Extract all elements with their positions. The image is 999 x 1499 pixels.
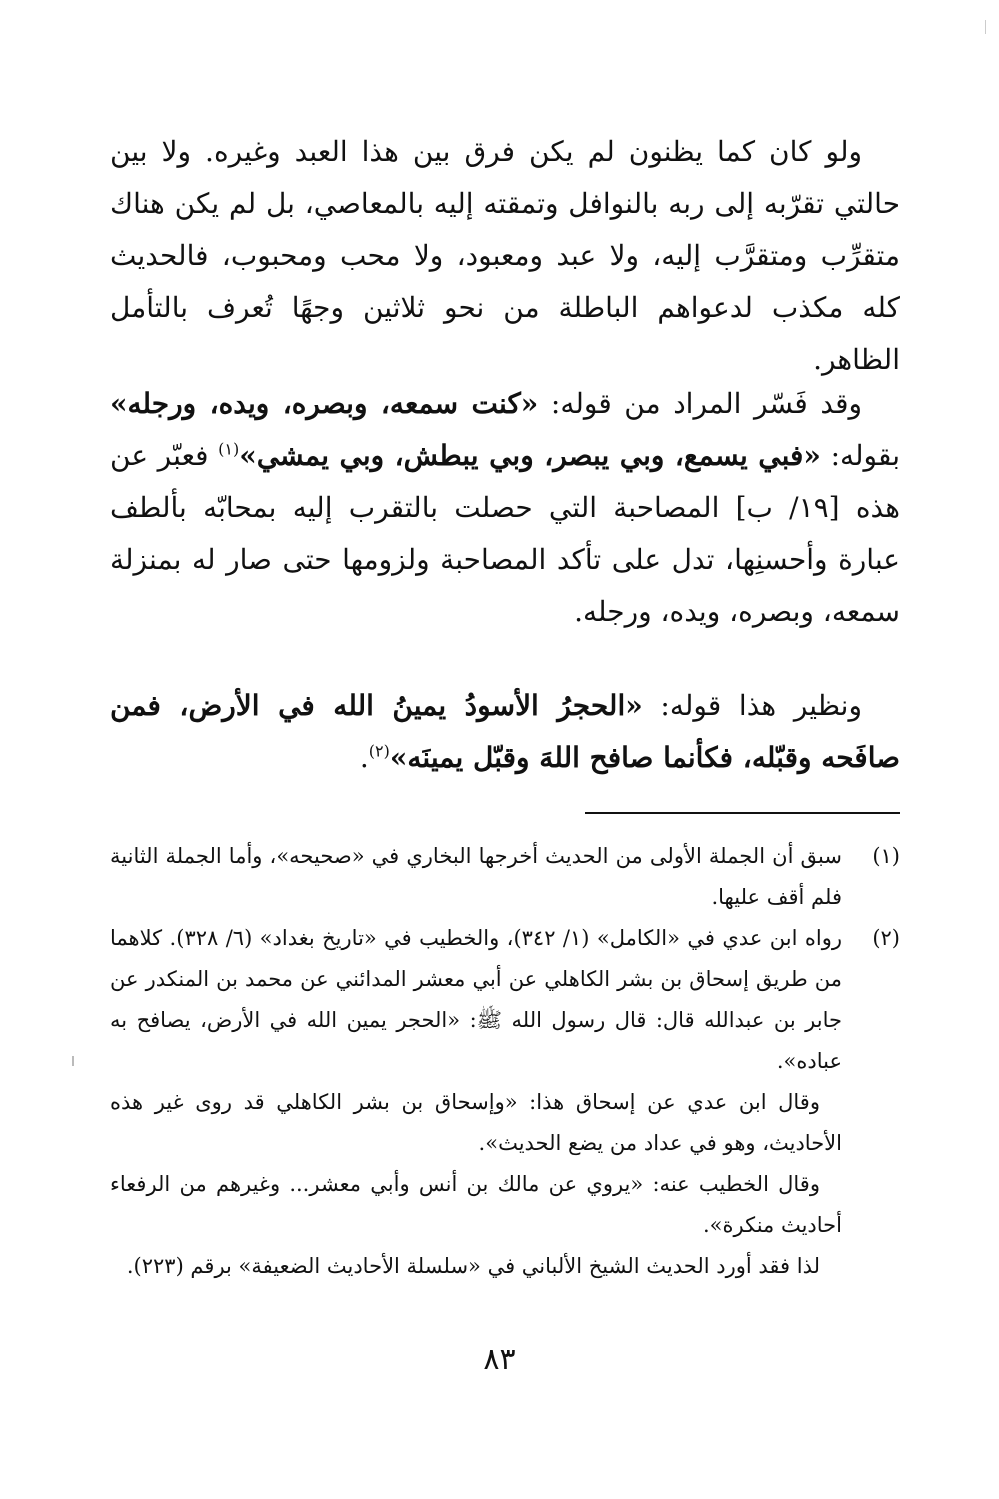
- paragraph-2-rest: فعبّر عن هذه [١٩/ ب] المصاحبة التي حصلت بالتقرب إليه بمحابّه بألطف عبارة وأحسنِها، تدل على تأكد المصاحبة ولزومها حتى صار له بمنزلة سمعه، وبصره، ويده، ورجله.: [110, 439, 900, 628]
- hadith-quote-2: «فبي يسمع، وبي يبصر، وبي يبطش، وبي يمشي»: [239, 439, 821, 472]
- footnote-2: [110, 918, 900, 1082]
- footnote-2-paragraph-4: لذا فقد أورد الحديث الشيخ الألباني في «سلسلة الأحاديث الضعيفة» برقم (٢٢٣).: [126, 1254, 820, 1278]
- paragraph-2-mid: بقوله:: [820, 439, 900, 472]
- paragraph-2: [110, 378, 900, 638]
- footnote-1-number: (١): [872, 844, 900, 868]
- paragraph-1-text: ولو كان كما يظنون لم يكن فرق بين هذا العبد وغيره. ولا بين حالتي تقرّبه إلى ربه بالنوافل وتمقته إليه بالمعاصي، بل لم يكن هناك متقرِّب ومتقرَّب إليه، ولا عبد ومعبود، ولا محب ومحبوب، فالحديث كله مكذب لدعواهم الباطلة من نحو ثلاثين وجهًا تُعرف بالتأمل الظاهر.: [110, 135, 900, 376]
- footnote-2-text: رواه ابن عدي في «الكامل» (١/ ٣٤٢)، والخطيب في «تاريخ بغداد» (٦/ ٣٢٨). كلاهما من طريق إسحاق بن بشر الكاهلي عن أبي معشر المدائني عن محمد بن المنكدر عن جابر بن عبدالله قال: قال رسول الله ﷺ: «الحجر يمين الله في الأرض، يصافح به عباده».: [110, 926, 842, 1073]
- hadith-quote-1: «كنت سمعه، وبصره، ويده، ورجله»: [110, 387, 539, 420]
- footnote-ref-1: (١): [218, 439, 240, 459]
- footnote-1-text: سبق أن الجملة الأولى من الحديث أخرجها البخاري في «صحيحه»، وأما الجملة الثانية فلم أقف عليها.: [110, 844, 842, 909]
- paragraph-1: [110, 126, 900, 386]
- paragraph-3: [110, 680, 900, 784]
- footnote-1: [110, 836, 900, 918]
- page-number: ٨٣: [483, 1342, 516, 1377]
- paragraph-2-lead: وقد فَسّر المراد من قوله:: [538, 387, 862, 420]
- paragraph-3-lead: ونظير هذا قوله:: [642, 689, 862, 722]
- footnotes: [110, 836, 900, 1287]
- footnote-2-paragraph-3: وقال الخطيب عنه: «يروي عن مالك بن أنس وأبي معشر... وغيرهم من الرفعاء أحاديث منكرة».: [110, 1172, 842, 1237]
- footnote-ref-2: (٢): [368, 741, 390, 761]
- hadith-quote-3: «الحجرُ الأسودُ يمينُ الله في الأرض، فمن صافَحه وقبّله، فكأنما صافح اللهَ وقبّل يمينَه»: [110, 689, 900, 774]
- footnote-2-number: (٢): [872, 926, 900, 950]
- scan-artifact: [72, 1056, 74, 1066]
- footnote-separator: [585, 812, 900, 814]
- footnote-2-paragraph-2: وقال ابن عدي عن إسحاق هذا: «وإسحاق بن بشر الكاهلي قد روى غير هذه الأحاديث، وهو في عداد من يضع الحديث».: [110, 1090, 842, 1155]
- scan-artifact: [985, 20, 986, 34]
- paragraph-3-end: .: [359, 741, 369, 774]
